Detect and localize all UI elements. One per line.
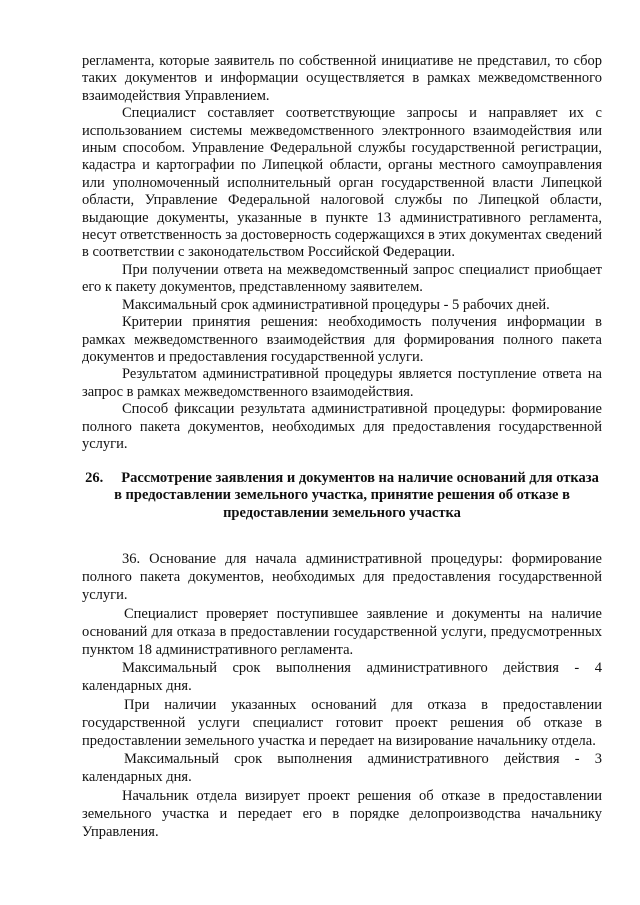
paragraph-requests: Специалист составляет соответствующие запросы и направляет их с использованием системы межведомственного электронного взаимодействия или иным способом. Управление Федеральной службы государственной регистрации, кадастра и картографии по Липецкой области, органы местного самоуправления или уполномоченный исполнительный орган государственной власти Липецкой области, Управление Федеральной налоговой службы по Липецкой области, выдающие документы, указанные в пункте 13 административного регламента, несут ответственность за достоверность содержащихся в этих документах сведений в соответствии с законодательством Российской Федерации. <box>82 105 602 261</box>
paragraph-max-term: Максимальный срок административной процедуры - 5 рабочих дней. <box>122 296 550 313</box>
body-text-bottom <box>82 550 602 841</box>
paragraph-continuation: регламента, которые заявитель по собственной инициативе не представил, то сбор таких документов и информации осуществляется в рамках межведомственного взаимодействия Управлением. <box>82 53 602 104</box>
body-text-top <box>82 53 602 453</box>
section-title: Рассмотрение заявления и документов на наличие оснований для отказа в предоставлении земельного участка, принятие решения об отказе в предоставлении земельного участка <box>114 470 599 521</box>
paragraph-check: Специалист проверяет поступившее заявление и документы на наличие оснований для отказа в предоставлении государственной услуги, предусмотренных пунктом 18 административного регламента. <box>82 605 602 659</box>
paragraph-response: При получении ответа на межведомственный запрос специалист приобщает его к пакету документов, представленному заявителем. <box>82 261 602 296</box>
paragraph-head-approval: Начальник отдела визирует проект решения об отказе в предоставлении земельного участка и передает его в порядке делопроизводства начальнику Управления. <box>82 787 602 841</box>
section-heading <box>82 470 602 522</box>
paragraph-criteria: Критерии принятия решения: необходимость получения информации в рамках межведомственного взаимодействия для формирования полного пакета документов и предоставления государственной услуги. <box>82 314 602 365</box>
section-number: 26. <box>85 470 104 486</box>
paragraph-refusal-draft: При наличии указанных оснований для отказа в предоставлении государственной услуги специалист готовит проект решения об отказе в предоставлении земельного участка и передает на визирование начальнику отдела. <box>82 696 602 750</box>
paragraph-max-term-1: Максимальный срок выполнения административного действия - 4 календарных дня. <box>82 660 602 695</box>
paragraph-result: Результатом административной процедуры является поступление ответа на запрос в рамках межведомственного взаимодействия. <box>82 366 602 400</box>
paragraph-basis: 36. Основание для начала административной процедуры: формирование полного пакета документов, необходимых для предоставления государственной услуги. <box>82 551 602 604</box>
paragraph-fixation: Способ фиксации результата административной процедуры: формирование полного пакета документов, необходимых для предоставления государственной услуги. <box>82 401 602 452</box>
paragraph-max-term-2: Максимальный срок выполнения административного действия - 3 календарных дня. <box>82 751 602 786</box>
